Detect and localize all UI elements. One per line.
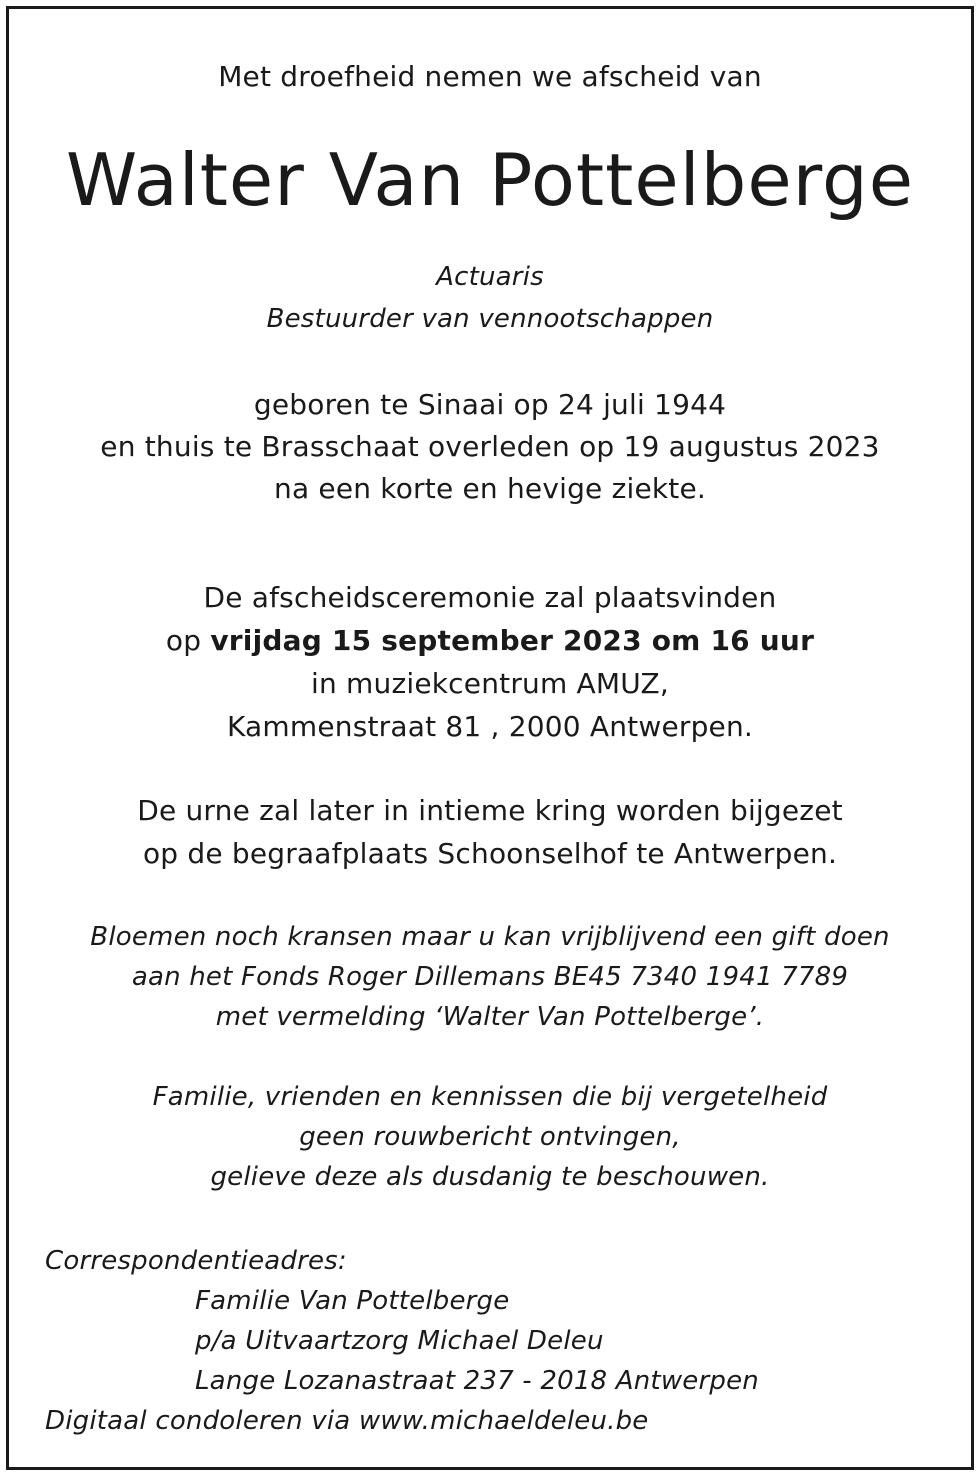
- ceremony-date: vrijdag 15 september 2023 om 16 uur: [210, 624, 815, 657]
- ceremony-address: Kammenstraat 81 , 2000 Antwerpen.: [226, 710, 754, 743]
- condolence-link[interactable]: Digitaal condoleren via www.michaeldeleu.be: [45, 1406, 649, 1436]
- correspondence-care-of: p/a Uitvaartzorg Michael Deleu: [195, 1326, 604, 1356]
- family-note-line-2: geen rouwbericht ontvingen,: [299, 1122, 681, 1152]
- flowers-line-2: aan het Fonds Roger Dillemans BE45 7340 1941 7789: [131, 962, 849, 992]
- family-note-line-3: gelieve deze als dusdanig te beschouwen.: [210, 1162, 770, 1192]
- urn-line-2: op de begraafplaats Schoonselhof te Antwerpen.: [142, 837, 838, 870]
- birth-line: geboren te Sinaai op 24 juli 1944: [253, 388, 727, 421]
- family-note-line-1: Familie, vrienden en kennissen die bij vergetelheid: [152, 1082, 828, 1112]
- illness-line: na een korte en hevige ziekte.: [274, 472, 706, 505]
- obituary-notice: [6, 6, 974, 1470]
- flowers-line-3: met vermelding ‘Walter Van Pottelberge’.: [215, 1002, 765, 1032]
- title-director: Bestuurder van vennootschappen: [266, 304, 714, 334]
- ceremony-venue: in muziekcentrum AMUZ,: [311, 667, 669, 700]
- death-line: en thuis te Brasschaat overleden op 19 augustus 2023: [100, 430, 880, 463]
- ceremony-line-1: De afscheidsceremonie zal plaatsvinden: [203, 581, 777, 614]
- deceased-name: Walter Van Pottelberge: [65, 138, 915, 222]
- intro-line: Met droefheid nemen we afscheid van: [218, 60, 762, 93]
- urn-line-1: De urne zal later in intieme kring worden bijgezet: [137, 794, 843, 827]
- correspondence-label: Correspondentieadres:: [45, 1246, 347, 1276]
- title-actuary: Actuaris: [436, 262, 544, 292]
- ceremony-date-prefix: op: [165, 624, 211, 657]
- flowers-line-1: Bloemen noch kransen maar u kan vrijblijvend een gift doen: [90, 922, 890, 952]
- ceremony-line-2: [9, 623, 971, 659]
- correspondence-family: Familie Van Pottelberge: [195, 1286, 510, 1316]
- correspondence-address: Lange Lozanastraat 237 - 2018 Antwerpen: [195, 1366, 759, 1396]
